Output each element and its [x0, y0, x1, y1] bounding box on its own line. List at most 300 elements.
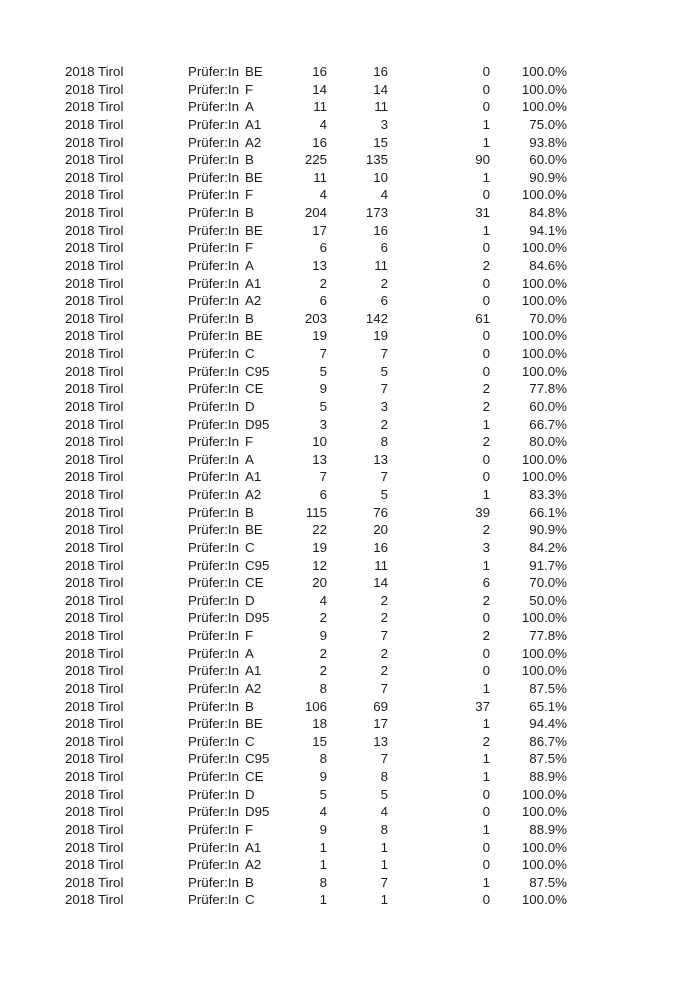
table-row: [0, 222, 567, 240]
table-row: [0, 715, 567, 733]
cell-exams-passed: 4: [380, 187, 388, 203]
cell-license-class: A1: [245, 116, 262, 132]
cell-examiner-label: Prüfer:In: [188, 187, 239, 203]
cell-license-class: BE: [245, 328, 263, 344]
cell-examiner-label: Prüfer:In: [188, 240, 239, 256]
cell-exams-total: 22: [312, 522, 327, 538]
cell-exams-passed: 7: [380, 680, 388, 696]
cell-exams-passed: 6: [380, 240, 388, 256]
cell-examiner-label: Prüfer:In: [188, 645, 239, 661]
table-row: [0, 380, 567, 398]
table-row: [0, 169, 567, 187]
table-row: [0, 416, 567, 434]
cell-year-region: 2018 Tirol: [65, 874, 124, 890]
cell-pass-rate: 100.0%: [521, 64, 567, 79]
cell-exams-passed: 1: [380, 857, 388, 873]
table-row: [0, 680, 567, 698]
cell-license-class: B: [245, 504, 254, 520]
cell-license-class: A1: [245, 275, 262, 291]
cell-exams-total: 2: [319, 610, 327, 626]
cell-pass-rate: 88.9%: [529, 821, 567, 837]
cell-examiner-label: Prüfer:In: [188, 786, 239, 802]
cell-pass-rate: 90.9%: [529, 522, 567, 538]
cell-year-region: 2018 Tirol: [65, 240, 124, 256]
cell-license-class: C95: [245, 363, 270, 379]
cell-exams-passed: 13: [373, 451, 388, 467]
cell-exams-failed: 2: [482, 434, 490, 450]
cell-pass-rate: 100.0%: [521, 187, 567, 203]
cell-exams-total: 16: [312, 64, 327, 79]
cell-exams-total: 9: [319, 381, 327, 397]
cell-pass-rate: 70.0%: [529, 575, 567, 591]
cell-examiner-label: Prüfer:In: [188, 169, 239, 185]
cell-year-region: 2018 Tirol: [65, 751, 124, 767]
table-row: [0, 134, 567, 152]
cell-exams-failed: 61: [475, 310, 490, 326]
cell-year-region: 2018 Tirol: [65, 504, 124, 520]
cell-year-region: 2018 Tirol: [65, 804, 124, 820]
cell-year-region: 2018 Tirol: [65, 575, 124, 591]
cell-exams-failed: 0: [482, 187, 490, 203]
cell-exams-failed: 0: [482, 839, 490, 855]
cell-exams-failed: 2: [482, 733, 490, 749]
cell-year-region: 2018 Tirol: [65, 610, 124, 626]
cell-exams-passed: 69: [373, 698, 388, 714]
cell-exams-total: 9: [319, 769, 327, 784]
cell-license-class: D: [245, 398, 255, 414]
cell-license-class: A: [245, 99, 254, 115]
cell-exams-failed: 2: [482, 592, 490, 608]
cell-examiner-label: Prüfer:In: [188, 504, 239, 520]
cell-year-region: 2018 Tirol: [65, 205, 124, 220]
table-row: [0, 363, 567, 381]
cell-license-class: B: [245, 205, 254, 220]
cell-exams-passed: 8: [380, 434, 388, 450]
cell-exams-failed: 1: [482, 222, 490, 238]
cell-exams-failed: 1: [482, 169, 490, 185]
cell-exams-passed: 15: [373, 134, 388, 150]
cell-exams-passed: 19: [373, 328, 388, 344]
table-row: [0, 468, 567, 486]
cell-examiner-label: Prüfer:In: [188, 363, 239, 379]
cell-pass-rate: 77.8%: [529, 628, 567, 643]
table-row: [0, 186, 567, 204]
cell-license-class: A1: [245, 469, 262, 485]
cell-year-region: 2018 Tirol: [65, 134, 124, 150]
table-row: [0, 786, 567, 804]
cell-license-class: D95: [245, 610, 270, 626]
cell-year-region: 2018 Tirol: [65, 328, 124, 344]
cell-exams-passed: 142: [365, 310, 388, 326]
cell-year-region: 2018 Tirol: [65, 116, 124, 132]
cell-year-region: 2018 Tirol: [65, 522, 124, 538]
table-row: [0, 609, 567, 627]
cell-pass-rate: 100.0%: [521, 857, 567, 873]
cell-exams-total: 14: [312, 81, 327, 97]
cell-exams-total: 13: [312, 451, 327, 467]
cell-exams-total: 106: [304, 698, 327, 714]
table-row: [0, 539, 567, 557]
cell-exams-failed: 0: [482, 240, 490, 256]
cell-examiner-label: Prüfer:In: [188, 663, 239, 679]
cell-exams-passed: 14: [373, 575, 388, 591]
cell-year-region: 2018 Tirol: [65, 857, 124, 873]
cell-year-region: 2018 Tirol: [65, 680, 124, 696]
cell-exams-failed: 2: [482, 628, 490, 643]
cell-exams-passed: 7: [380, 346, 388, 361]
cell-exams-passed: 3: [380, 398, 388, 414]
cell-license-class: D95: [245, 416, 270, 432]
cell-year-region: 2018 Tirol: [65, 363, 124, 379]
cell-examiner-label: Prüfer:In: [188, 134, 239, 150]
table-row: [0, 592, 567, 610]
table-row: [0, 768, 567, 786]
cell-pass-rate: 100.0%: [521, 328, 567, 344]
cell-exams-total: 5: [319, 786, 327, 802]
cell-exams-total: 12: [312, 557, 327, 573]
cell-examiner-label: Prüfer:In: [188, 698, 239, 714]
cell-exams-total: 4: [319, 592, 327, 608]
cell-license-class: B: [245, 874, 254, 890]
cell-license-class: BE: [245, 716, 263, 732]
cell-exams-passed: 16: [373, 222, 388, 238]
table-row: [0, 521, 567, 539]
cell-year-region: 2018 Tirol: [65, 416, 124, 432]
cell-exams-failed: 1: [482, 716, 490, 732]
cell-exams-failed: 1: [482, 751, 490, 767]
table-row: [0, 574, 567, 592]
table-row: [0, 645, 567, 663]
cell-license-class: C: [245, 346, 255, 361]
cell-examiner-label: Prüfer:In: [188, 522, 239, 538]
cell-year-region: 2018 Tirol: [65, 152, 124, 168]
table-row: [0, 398, 567, 416]
cell-exams-failed: 0: [482, 64, 490, 79]
cell-pass-rate: 100.0%: [521, 275, 567, 291]
cell-exams-passed: 14: [373, 81, 388, 97]
cell-exams-passed: 4: [380, 804, 388, 820]
cell-exams-passed: 2: [380, 663, 388, 679]
cell-pass-rate: 88.9%: [529, 769, 567, 784]
cell-pass-rate: 100.0%: [521, 469, 567, 485]
cell-examiner-label: Prüfer:In: [188, 557, 239, 573]
cell-year-region: 2018 Tirol: [65, 539, 124, 555]
cell-exams-failed: 0: [482, 645, 490, 661]
cell-exams-total: 5: [319, 398, 327, 414]
cell-year-region: 2018 Tirol: [65, 257, 124, 273]
cell-exams-failed: 1: [482, 821, 490, 837]
cell-examiner-label: Prüfer:In: [188, 222, 239, 238]
cell-exams-passed: 135: [365, 152, 388, 168]
cell-exams-failed: 0: [482, 804, 490, 820]
cell-year-region: 2018 Tirol: [65, 769, 124, 784]
cell-exams-total: 9: [319, 821, 327, 837]
cell-pass-rate: 80.0%: [529, 434, 567, 450]
cell-exams-failed: 1: [482, 769, 490, 784]
cell-license-class: CE: [245, 769, 264, 784]
cell-year-region: 2018 Tirol: [65, 892, 124, 908]
cell-pass-rate: 100.0%: [521, 610, 567, 626]
cell-exams-passed: 11: [374, 257, 388, 273]
cell-pass-rate: 60.0%: [529, 398, 567, 414]
cell-license-class: A2: [245, 857, 262, 873]
cell-year-region: 2018 Tirol: [65, 222, 124, 238]
table-row: [0, 733, 567, 751]
cell-exams-total: 9: [319, 628, 327, 643]
cell-license-class: C: [245, 892, 255, 908]
cell-examiner-label: Prüfer:In: [188, 293, 239, 309]
cell-examiner-label: Prüfer:In: [188, 99, 239, 115]
cell-exams-passed: 16: [373, 539, 388, 555]
cell-examiner-label: Prüfer:In: [188, 539, 239, 555]
cell-license-class: CE: [245, 575, 264, 591]
table-row: [0, 327, 567, 345]
cell-exams-total: 10: [312, 434, 327, 450]
cell-license-class: A: [245, 451, 254, 467]
cell-pass-rate: 66.7%: [529, 416, 567, 432]
cell-license-class: A2: [245, 680, 262, 696]
table-row: [0, 803, 567, 821]
cell-pass-rate: 77.8%: [529, 381, 567, 397]
cell-license-class: B: [245, 698, 254, 714]
table-row: [0, 486, 567, 504]
cell-examiner-label: Prüfer:In: [188, 381, 239, 397]
cell-exams-passed: 2: [380, 610, 388, 626]
cell-exams-failed: 0: [482, 610, 490, 626]
cell-exams-failed: 90: [475, 152, 490, 168]
cell-license-class: BE: [245, 169, 263, 185]
cell-examiner-label: Prüfer:In: [188, 628, 239, 643]
cell-examiner-label: Prüfer:In: [188, 451, 239, 467]
cell-pass-rate: 90.9%: [529, 169, 567, 185]
cell-year-region: 2018 Tirol: [65, 786, 124, 802]
cell-exams-total: 6: [319, 240, 327, 256]
cell-pass-rate: 100.0%: [521, 786, 567, 802]
table-row: [0, 151, 567, 169]
cell-license-class: F: [245, 81, 254, 97]
cell-exams-passed: 76: [373, 504, 388, 520]
cell-exams-total: 8: [319, 680, 327, 696]
cell-exams-failed: 1: [482, 557, 490, 573]
cell-pass-rate: 87.5%: [529, 751, 567, 767]
cell-exams-failed: 0: [482, 663, 490, 679]
cell-exams-passed: 11: [374, 557, 388, 573]
table-row: [0, 698, 567, 716]
cell-year-region: 2018 Tirol: [65, 698, 124, 714]
cell-pass-rate: 100.0%: [521, 240, 567, 256]
cell-exams-total: 8: [319, 751, 327, 767]
cell-license-class: A: [245, 257, 254, 273]
cell-exams-failed: 37: [475, 698, 490, 714]
cell-exams-total: 203: [304, 310, 327, 326]
cell-license-class: F: [245, 240, 254, 256]
cell-year-region: 2018 Tirol: [65, 469, 124, 485]
cell-year-region: 2018 Tirol: [65, 169, 124, 185]
cell-pass-rate: 70.0%: [529, 310, 567, 326]
cell-exams-passed: 7: [380, 381, 388, 397]
cell-examiner-label: Prüfer:In: [188, 716, 239, 732]
cell-examiner-label: Prüfer:In: [188, 416, 239, 432]
table-row: [0, 504, 567, 522]
cell-year-region: 2018 Tirol: [65, 628, 124, 643]
cell-exams-total: 6: [319, 487, 327, 502]
table-row: [0, 275, 567, 293]
cell-exams-total: 1: [319, 839, 327, 855]
cell-examiner-label: Prüfer:In: [188, 469, 239, 485]
cell-exams-failed: 1: [482, 874, 490, 890]
cell-license-class: F: [245, 434, 254, 450]
cell-exams-passed: 5: [380, 487, 388, 502]
table-row: [0, 433, 567, 451]
table-row: [0, 874, 567, 892]
cell-exams-passed: 17: [373, 716, 388, 732]
cell-pass-rate: 65.1%: [529, 698, 567, 714]
cell-pass-rate: 75.0%: [529, 116, 567, 132]
cell-examiner-label: Prüfer:In: [188, 680, 239, 696]
cell-exams-total: 1: [319, 892, 327, 908]
table-row: [0, 856, 567, 874]
cell-exams-failed: 1: [482, 416, 490, 432]
cell-exams-passed: 1: [380, 839, 388, 855]
cell-pass-rate: 87.5%: [529, 874, 567, 890]
cell-pass-rate: 60.0%: [529, 152, 567, 168]
cell-exams-total: 115: [305, 504, 327, 520]
cell-pass-rate: 87.5%: [529, 680, 567, 696]
cell-year-region: 2018 Tirol: [65, 381, 124, 397]
cell-examiner-label: Prüfer:In: [188, 874, 239, 890]
cell-exams-failed: 0: [482, 857, 490, 873]
cell-exams-failed: 3: [482, 539, 490, 555]
cell-license-class: F: [245, 628, 254, 643]
cell-pass-rate: 100.0%: [521, 839, 567, 855]
cell-exams-total: 204: [304, 205, 327, 220]
cell-license-class: C: [245, 733, 255, 749]
cell-license-class: D: [245, 592, 255, 608]
cell-exams-failed: 2: [482, 522, 490, 538]
cell-exams-total: 4: [319, 804, 327, 820]
cell-license-class: A2: [245, 487, 262, 502]
cell-exams-passed: 7: [380, 874, 388, 890]
table-row: [0, 451, 567, 469]
cell-exams-failed: 1: [482, 680, 490, 696]
cell-year-region: 2018 Tirol: [65, 64, 124, 79]
cell-exams-passed: 10: [373, 169, 388, 185]
cell-exams-passed: 7: [380, 628, 388, 643]
cell-exams-failed: 2: [482, 257, 490, 273]
cell-exams-passed: 8: [380, 821, 388, 837]
cell-year-region: 2018 Tirol: [65, 557, 124, 573]
cell-pass-rate: 100.0%: [521, 892, 567, 908]
table-row: [0, 821, 567, 839]
cell-year-region: 2018 Tirol: [65, 487, 124, 502]
cell-exams-failed: 0: [482, 328, 490, 344]
cell-exams-total: 13: [312, 257, 327, 273]
cell-exams-failed: 0: [482, 469, 490, 485]
cell-exams-failed: 0: [482, 346, 490, 361]
cell-exams-total: 2: [319, 275, 327, 291]
cell-exams-failed: 0: [482, 363, 490, 379]
cell-exams-failed: 0: [482, 451, 490, 467]
cell-exams-passed: 3: [380, 116, 388, 132]
cell-pass-rate: 84.6%: [529, 257, 567, 273]
cell-exams-passed: 16: [373, 64, 388, 79]
cell-examiner-label: Prüfer:In: [188, 751, 239, 767]
cell-examiner-label: Prüfer:In: [188, 257, 239, 273]
cell-pass-rate: 100.0%: [521, 346, 567, 361]
cell-exams-failed: 1: [482, 134, 490, 150]
cell-pass-rate: 94.1%: [529, 222, 567, 238]
cell-examiner-label: Prüfer:In: [188, 310, 239, 326]
cell-exams-failed: 6: [482, 575, 490, 591]
table-row: [0, 292, 567, 310]
cell-exams-passed: 20: [373, 522, 388, 538]
cell-year-region: 2018 Tirol: [65, 310, 124, 326]
cell-license-class: C95: [245, 751, 270, 767]
cell-pass-rate: 91.7%: [529, 557, 567, 573]
cell-exams-passed: 5: [380, 786, 388, 802]
cell-examiner-label: Prüfer:In: [188, 769, 239, 784]
cell-examiner-label: Prüfer:In: [188, 592, 239, 608]
cell-examiner-label: Prüfer:In: [188, 152, 239, 168]
cell-exams-failed: 0: [482, 81, 490, 97]
cell-license-class: F: [245, 821, 254, 837]
table-row: [0, 839, 567, 857]
cell-exams-total: 11: [313, 99, 327, 115]
cell-exams-passed: 6: [380, 293, 388, 309]
cell-exams-failed: 0: [482, 786, 490, 802]
cell-examiner-label: Prüfer:In: [188, 346, 239, 361]
cell-license-class: D95: [245, 804, 270, 820]
cell-exams-passed: 7: [380, 469, 388, 485]
cell-pass-rate: 100.0%: [521, 293, 567, 309]
cell-exams-total: 15: [312, 733, 327, 749]
cell-exams-total: 17: [312, 222, 327, 238]
table-row: [0, 257, 567, 275]
cell-examiner-label: Prüfer:In: [188, 857, 239, 873]
cell-examiner-label: Prüfer:In: [188, 328, 239, 344]
table-row: [0, 557, 567, 575]
cell-exams-total: 2: [319, 645, 327, 661]
table-row: [0, 891, 567, 909]
cell-year-region: 2018 Tirol: [65, 275, 124, 291]
cell-exams-passed: 173: [365, 205, 388, 220]
cell-exams-failed: 2: [482, 381, 490, 397]
cell-exams-total: 4: [319, 187, 327, 203]
cell-year-region: 2018 Tirol: [65, 592, 124, 608]
cell-exams-total: 2: [319, 663, 327, 679]
cell-exams-passed: 5: [380, 363, 388, 379]
cell-examiner-label: Prüfer:In: [188, 892, 239, 908]
cell-pass-rate: 93.8%: [529, 134, 567, 150]
cell-license-class: D: [245, 786, 255, 802]
cell-year-region: 2018 Tirol: [65, 187, 124, 203]
cell-exams-total: 6: [319, 293, 327, 309]
cell-pass-rate: 50.0%: [529, 592, 567, 608]
cell-license-class: A2: [245, 293, 262, 309]
cell-license-class: A: [245, 645, 254, 661]
cell-exams-total: 1: [319, 857, 327, 873]
cell-examiner-label: Prüfer:In: [188, 275, 239, 291]
exam-results-table: [0, 63, 567, 909]
table-row: [0, 116, 567, 134]
cell-year-region: 2018 Tirol: [65, 839, 124, 855]
cell-exams-total: 20: [312, 575, 327, 591]
table-row: [0, 662, 567, 680]
cell-exams-failed: 0: [482, 99, 490, 115]
cell-license-class: A1: [245, 663, 262, 679]
cell-examiner-label: Prüfer:In: [188, 81, 239, 97]
cell-examiner-label: Prüfer:In: [188, 610, 239, 626]
